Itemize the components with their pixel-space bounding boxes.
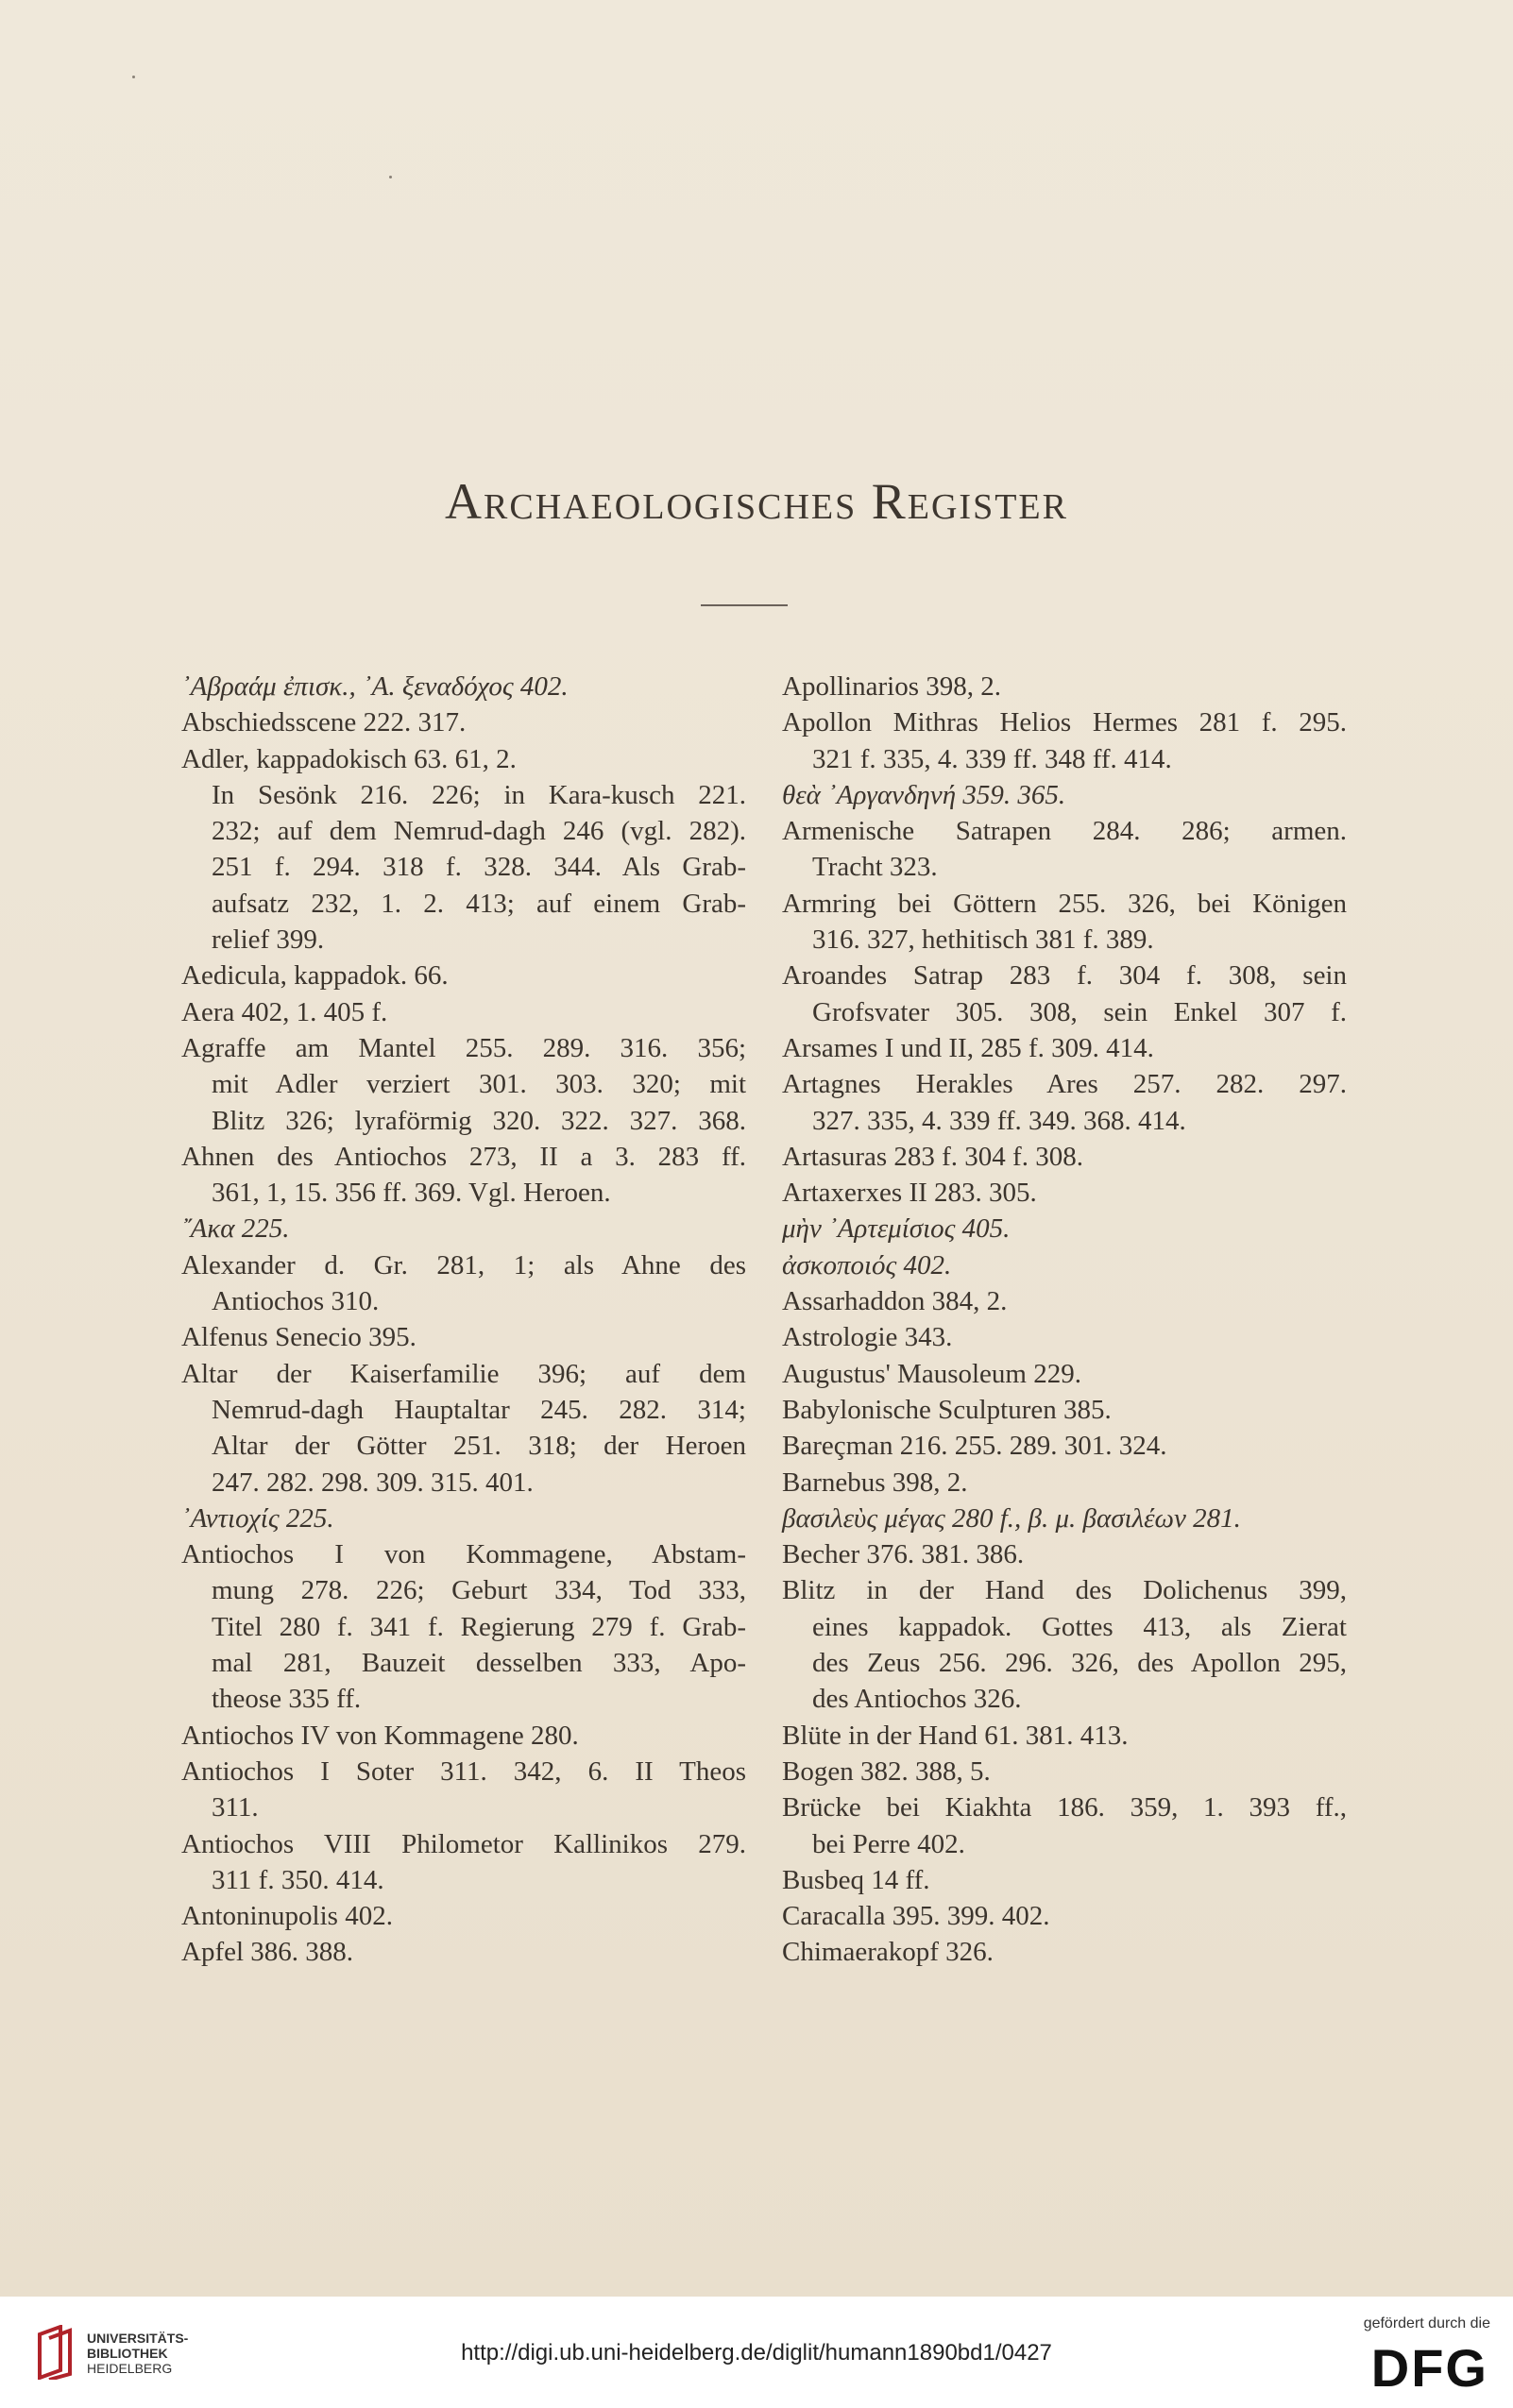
index-entry-line: Antiochos I Soter 311. 342, 6. II Theos (181, 1755, 746, 1787)
index-entry-line: ἀσκοποιός 402. (782, 1249, 952, 1280)
index-entry-line: mal 281, Bauzeit desselben 333, Apo- (212, 1648, 746, 1679)
index-entry-line: βασιλεὺς μέγας 280 f., β. μ. βασιλέων 281. (782, 1502, 1241, 1534)
index-entry-line: ᾿Αντιοχίς 225. (181, 1502, 334, 1534)
index-entry-line: ᾿Αβραάμ ἐπισκ., ᾿Α. ξεναδόχος 402. (181, 671, 569, 702)
index-entry-line: Assarhaddon 384, 2. (782, 1286, 1008, 1317)
index-entry-line: Adler, kappadokisch 63. 61, 2. (181, 743, 517, 774)
index-entry-line: μὴν ᾿Αρτεμίσιος 405. (782, 1213, 1011, 1245)
footer-bar (0, 2297, 1513, 2408)
index-entry-line: Antoninupolis 402. (181, 1901, 393, 1932)
index-entry-line: Antiochos 310. (212, 1286, 380, 1317)
index-entry-line: 361, 1, 15. 356 ff. 369. Vgl. Heroen. (212, 1178, 611, 1209)
index-entry-line: mit Adler verziert 301. 303. 320; mit (212, 1069, 746, 1100)
index-entry-line: Tracht 323. (812, 852, 938, 883)
page-title: Archaeologisches Register (445, 473, 1068, 530)
index-entry-line: Altar der Kaiserfamilie 396; auf dem (181, 1358, 746, 1389)
index-entry-line: Caracalla 395. 399. 402. (782, 1901, 1050, 1932)
index-entry-line: 316. 327, hethitisch 381 f. 389. (812, 924, 1154, 956)
index-entry-line: Alexander d. Gr. 281, 1; als Ahne des (181, 1249, 746, 1280)
index-entry-line: Ahnen des Antiochos 273, II a 3. 283 ff. (181, 1141, 746, 1172)
index-entry-line: 321 f. 335, 4. 339 ff. 348 ff. 414. (812, 743, 1172, 774)
index-entry-line: Becher 376. 381. 386. (782, 1539, 1025, 1570)
index-entry-line: In Sesönk 216. 226; in Kara-kusch 221. (212, 779, 746, 810)
index-entry-line: mung 278. 226; Geburt 334, Tod 333, (212, 1575, 746, 1606)
index-entry-line: Aera 402, 1. 405 f. (181, 996, 388, 1027)
index-entry-line: theose 335 ff. (212, 1684, 362, 1715)
index-entry-line: Bareçman 216. 255. 289. 301. 324. (782, 1431, 1167, 1462)
paper-speck (389, 176, 392, 178)
library-name-line: HEIDELBERG (87, 2361, 173, 2376)
index-entry-line: Apollon Mithras Helios Hermes 281 f. 295. (782, 707, 1347, 738)
index-entry-line: Armring bei Göttern 255. 326, bei Königen (782, 888, 1347, 919)
index-entry-line: Aroandes Satrap 283 f. 304 f. 308, sein (782, 960, 1347, 992)
index-entry-line: 251 f. 294. 318 f. 328. 344. Als Grab- (212, 852, 746, 883)
index-entry-line: Busbeq 14 ff. (782, 1864, 930, 1895)
index-entry-line: des Antiochos 326. (812, 1684, 1022, 1715)
index-entry-line: Artasuras 283 f. 304 f. 308. (782, 1141, 1083, 1172)
index-entry-line: Abschiedsscene 222. 317. (181, 707, 467, 738)
index-entry-line: 311. (212, 1792, 259, 1823)
index-entry-line: 327. 335, 4. 339 ff. 349. 368. 414. (812, 1105, 1186, 1136)
index-entry-line: Babylonische Sculpturen 385. (782, 1394, 1112, 1425)
index-entry-line: Blüte in der Hand 61. 381. 413. (782, 1720, 1129, 1751)
dfg-logo: DFG (1370, 2338, 1488, 2398)
index-entry-line: des Zeus 256. 296. 326, des Apollon 295, (812, 1648, 1347, 1679)
index-entry-line: Antiochos VIII Philometor Kallinikos 279. (181, 1828, 746, 1859)
index-entry-line: Bogen 382. 388, 5. (782, 1755, 991, 1787)
title-divider (701, 604, 788, 606)
index-entry-line: Augustus' Mausoleum 229. (782, 1358, 1081, 1389)
index-entry-line: Blitz in der Hand des Dolichenus 399, (782, 1575, 1347, 1606)
index-entry-line: Apfel 386. 388. (181, 1937, 354, 1968)
index-entry-line: ῎Ακα 225. (181, 1213, 290, 1245)
index-entry-line: Grofsvater 305. 308, sein Enkel 307 f. (812, 996, 1347, 1027)
index-entry-line: Altar der Götter 251. 318; der Heroen (212, 1431, 746, 1462)
funding-note: gefördert durch die (1363, 2315, 1490, 2332)
index-entry-line: Agraffe am Mantel 255. 289. 316. 356; (181, 1032, 746, 1063)
index-entry-line: aufsatz 232, 1. 2. 413; auf einem Grab- (212, 888, 746, 919)
index-column-right (782, 669, 1347, 1971)
index-entry-line: Titel 280 f. 341 f. Regierung 279 f. Grab- (212, 1611, 746, 1642)
index-entry-line: 247. 282. 298. 309. 315. 401. (212, 1467, 534, 1498)
index-entry-line: relief 399. (212, 924, 325, 956)
index-entry-line: Antiochos I von Kommagene, Abstam- (181, 1539, 746, 1570)
index-entry-line: θεὰ ᾿Αργανδηνή 359. 365. (782, 779, 1066, 810)
index-entry-line: Brücke bei Kiakhta 186. 359, 1. 393 ff., (782, 1792, 1347, 1823)
index-entry-line: Astrologie 343. (782, 1322, 953, 1353)
index-entry-line: bei Perre 402. (812, 1828, 965, 1859)
index-entry-line: Alfenus Senecio 395. (181, 1322, 416, 1353)
library-name-line: BIBLIOTHEK (87, 2346, 168, 2361)
index-entry-line: Apollinarios 398, 2. (782, 671, 1001, 702)
index-entry-line: Chimaerakopf 326. (782, 1937, 994, 1968)
index-entry-line: Arsames I und II, 285 f. 309. 414. (782, 1032, 1154, 1063)
library-name-line: UNIVERSITÄTS- (87, 2331, 189, 2346)
index-entry-line: Artaxerxes II 283. 305. (782, 1178, 1037, 1209)
index-entry-line: 232; auf dem Nemrud-dagh 246 (vgl. 282). (212, 816, 746, 847)
paper-speck (132, 76, 135, 78)
index-entry-line: Artagnes Herakles Ares 257. 282. 297. (782, 1069, 1347, 1100)
index-entry-line: 311 f. 350. 414. (212, 1864, 384, 1895)
index-entry-line: Armenische Satrapen 284. 286; armen. (782, 816, 1347, 847)
index-entry-line: Blitz 326; lyraförmig 320. 322. 327. 368. (212, 1105, 746, 1136)
index-entry-line: Aedicula, kappadok. 66. (181, 960, 449, 992)
index-entry-line: Barnebus 398, 2. (782, 1467, 968, 1498)
index-entry-line: Antiochos IV von Kommagene 280. (181, 1720, 579, 1751)
index-entry-line: Nemrud-dagh Hauptaltar 245. 282. 314; (212, 1394, 746, 1425)
index-column-left (181, 669, 746, 1971)
source-url-link[interactable]: http://digi.ub.uni-heidelberg.de/diglit/humann1890bd1/0427 (461, 2340, 1052, 2366)
index-entry-line: eines kappadok. Gottes 413, als Zierat (812, 1611, 1347, 1642)
